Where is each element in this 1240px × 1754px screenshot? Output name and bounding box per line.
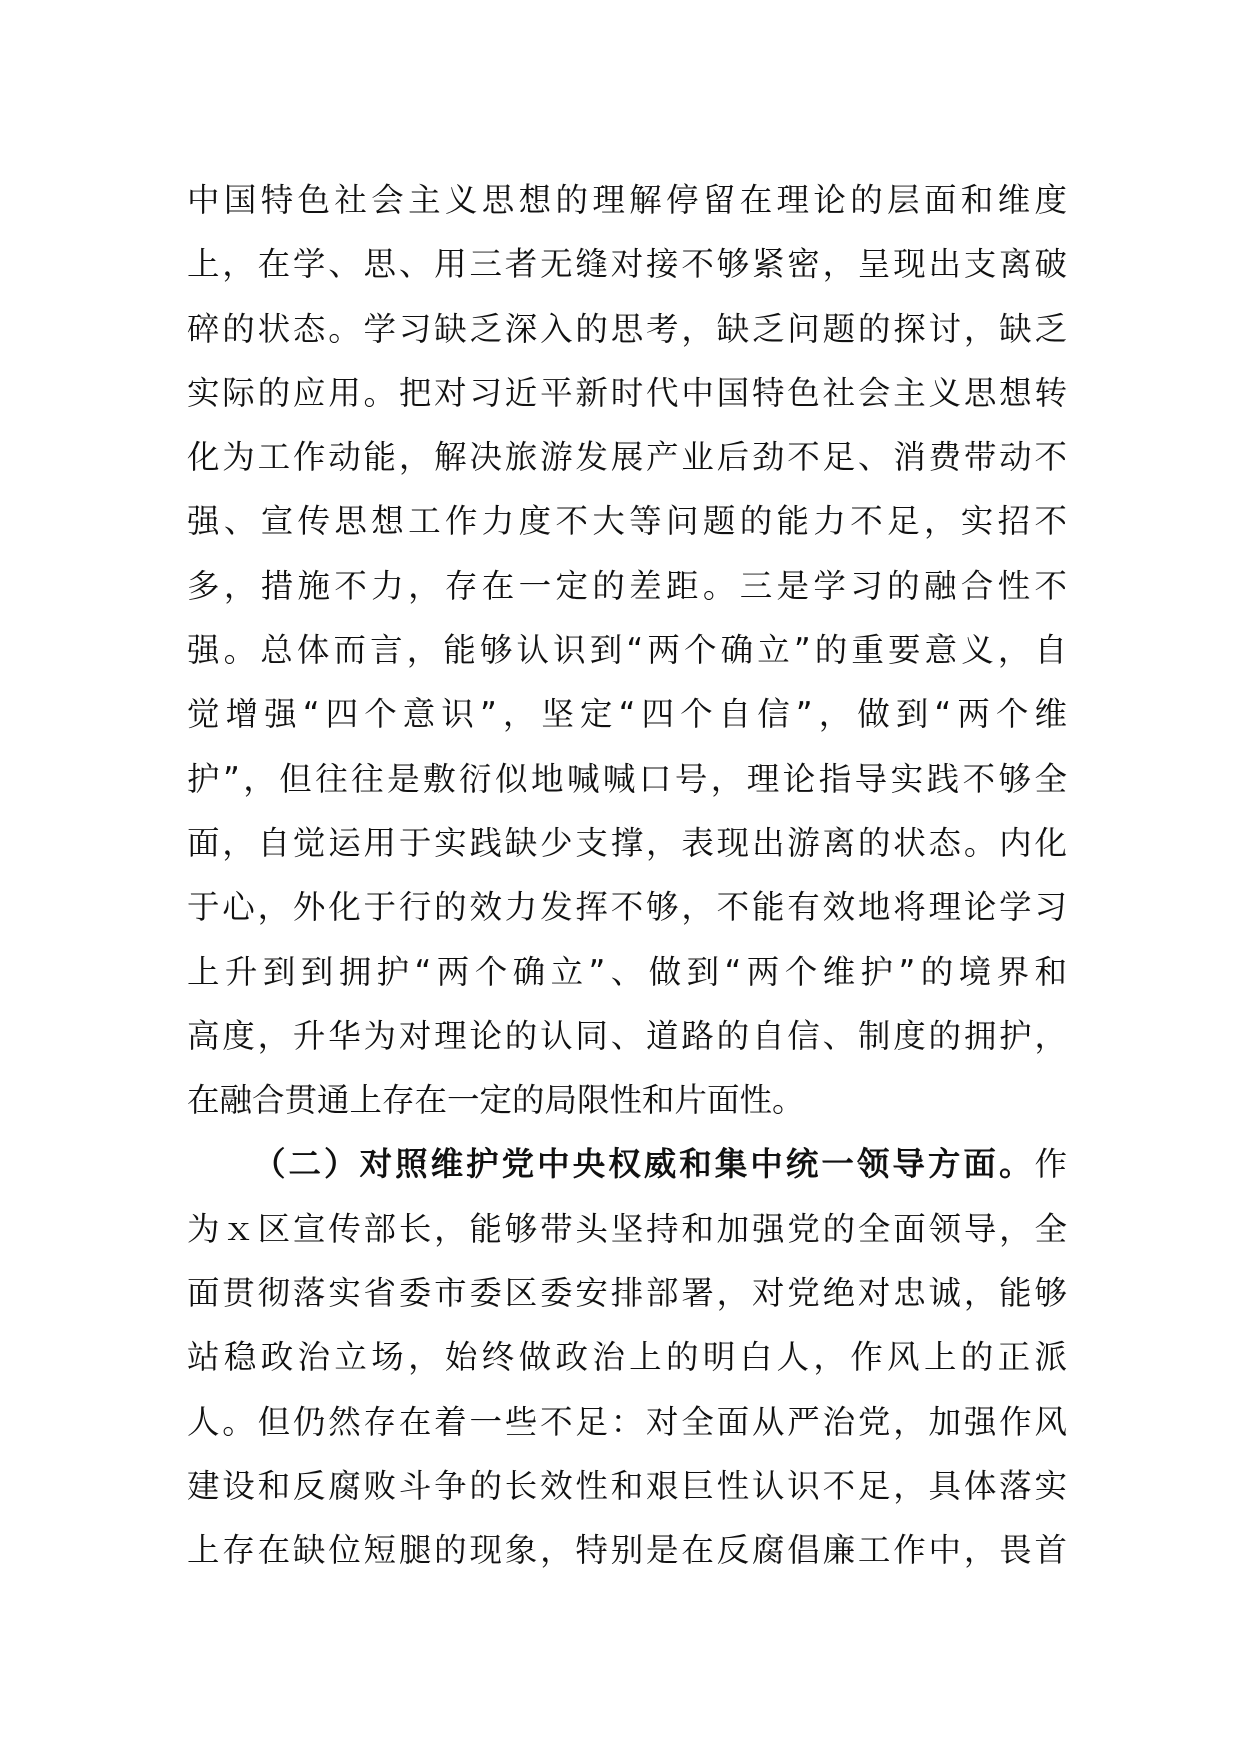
body-line: 高度，升华为对理论的认同、道路的自信、制度的拥护， — [187, 1016, 1067, 1055]
body-line: 觉增强“四个意识”，坚定“四个自信”，做到“两个维 — [187, 695, 1067, 734]
section-heading-tail: 作 — [1034, 1145, 1067, 1184]
body-line: 多，措施不力，存在一定的差距。三是学习的融合性不 — [187, 566, 1067, 605]
section-line: 站稳政治立场，始终做政治上的明白人，作风上的正派 — [187, 1338, 1067, 1377]
section-line: 人。但仍然存在着一些不足：对全面从严治党，加强作风 — [187, 1402, 1067, 1441]
body-line: 中国特色社会主义思想的理解停留在理论的层面和维度 — [187, 181, 1067, 219]
section-line: 为ｘ区宣传部长，能够带头坚持和加强党的全面领导，全 — [187, 1209, 1067, 1248]
body-line: 强。总体而言，能够认识到“两个确立”的重要意义，自 — [187, 631, 1067, 670]
body-line: 上，在学、思、用三者无缝对接不够紧密，呈现出支离破 — [187, 245, 1067, 284]
body-line-paragraph-end: 在融合贯通上存在一定的局限性和片面性。 — [187, 1081, 805, 1120]
body-line: 护”，但往往是敷衍似地喊喊口号，理论指导实践不够全 — [187, 759, 1067, 798]
body-line: 于心，外化于行的效力发挥不够，不能有效地将理论学习 — [187, 888, 1067, 927]
body-line: 强、宣传思想工作力度不大等问题的能力不足，实招不 — [187, 502, 1067, 541]
section-heading-line — [187, 1132, 1067, 1196]
body-line: 碎的状态。学习缺乏深入的思考，缺乏问题的探讨，缺乏 — [187, 309, 1067, 348]
body-line: 实际的应用。把对习近平新时代中国特色社会主义思想转 — [187, 373, 1067, 412]
body-line: 上升到到拥护“两个确立”、做到“两个维护”的境界和 — [187, 952, 1067, 991]
section-line: 面贯彻落实省委市委区委安排部署，对党绝对忠诚，能够 — [187, 1274, 1067, 1313]
body-line: 面，自觉运用于实践缺少支撑，表现出游离的状态。内化 — [187, 823, 1067, 862]
body-line: 化为工作动能，解决旅游发展产业后劲不足、消费带动不 — [187, 438, 1067, 477]
section-heading: （二）对照维护党中央权威和集中统一领导方面。 — [253, 1145, 1035, 1184]
section-line: 建设和反腐败斗争的长效性和艰巨性认识不足，具体落实 — [187, 1466, 1067, 1505]
document-body — [187, 168, 1067, 1583]
section-line: 上存在缺位短腿的现象，特别是在反腐倡廉工作中，畏首 — [187, 1531, 1067, 1570]
